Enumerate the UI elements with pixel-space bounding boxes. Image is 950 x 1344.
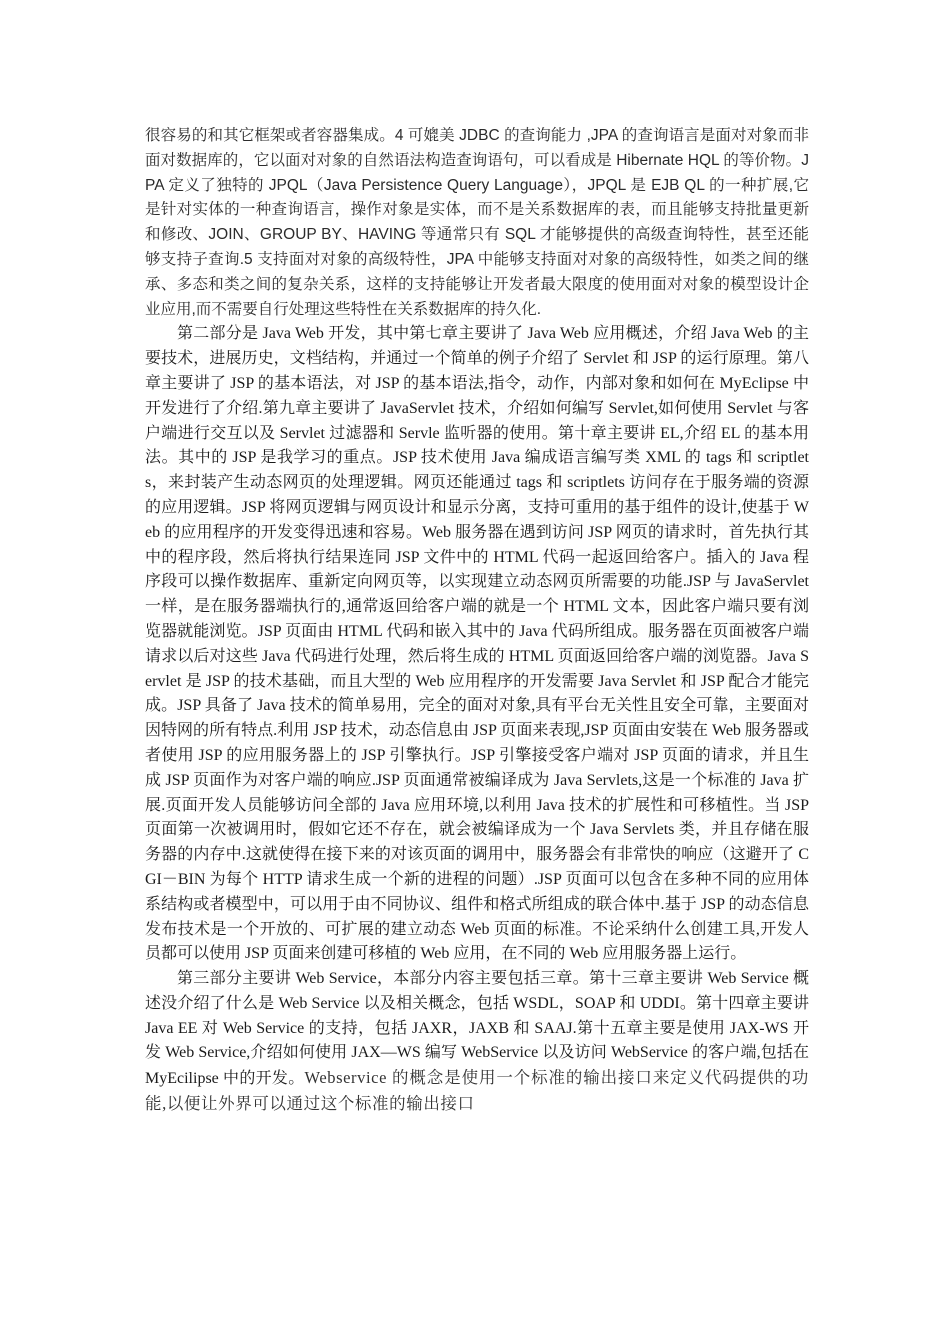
document-body	[145, 124, 809, 1118]
paragraph-web-service	[145, 967, 809, 1118]
paragraph-web-service-tail: Webservice 的概念是使用一个标准的输出接口来定义代码提供的功能,以便让外界可以通过这个标准的输出接口	[145, 1068, 809, 1114]
paragraph-jpa-features: 很容易的和其它框架或者容器集成。4 可媲美 JDBC 的查询能力 ,JPA 的查询语言是面对对象而非面对数据库的，它以面对对象的自然语法构造查询语句，可以看成是 Hibernate HQL 的等价物。JPA 定义了独特的 JPQL（Java Persistence Query Language），JPQL 是 EJB QL 的一种扩展,它是针对实体的一种查询语言，操作对象是实体，而不是关系数据库的表，而且能够支持批量更新和修改、JOIN、GROUP BY、HAVING 等通常只有 SQL 才能够提供的高级查询特性，甚至还能够支持子查询.5 支持面对对象的高级特性，JPA 中能够支持面对对象的高级特性，如类之间的继承、多态和类之间的复杂关系，这样的支持能够让开发者最大限度的使用面对对象的模型设计企业应用,而不需要自行处理这些特性在关系数据库的持久化.	[145, 127, 809, 318]
paragraph-java-web: 第二部分是 Java Web 开发，其中第七章主要讲了 Java Web 应用概述，介绍 Java Web 的主要技术，进展历史，文档结构，并通过一个简单的例子介绍了 Servlet 和 JSP 的运行原理。第八章主要讲了 JSP 的基本语法，对 JSP 的基本语法,指令，动作，内部对象和如何在 MyEclipse 中开发进行了介绍.第九章主要讲了 JavaServlet 技术，介绍如何编写 Servlet,如何使用 Servlet 与客户端进行交互以及 Servlet 过滤器和 Servle 监听器的使用。第十章主要讲 EL,介绍 EL 的基本用法。其中的 JSP 是我学习的重点。JSP 技术使用 Java 编成语言编写类 XML 的 tags 和 scriptlets，来封装产生动态网页的处理逻辑。网页还能通过 tags 和 scriptlets 访问存在于服务端的资源的应用逻辑。JSP 将网页逻辑与网页设计和显示分离，支持可重用的基于组件的设计,使基于 Web 的应用程序的开发变得迅速和容易。Web 服务器在遇到访问 JSP 网页的请求时，首先执行其中的程序段，然后将执行结果连同 JSP 文件中的 HTML 代码一起返回给客户。插入的 Java 程序段可以操作数据库、重新定向网页等，以实现建立动态网页所需要的功能.JSP 与 JavaServlet 一样，是在服务器端执行的,通常返回给客户端的就是一个 HTML 文本，因此客户端只要有浏览器就能浏览。JSP 页面由 HTML 代码和嵌入其中的 Java 代码所组成。服务器在页面被客户端请求以后对这些 Java 代码进行处理，然后将生成的 HTML 页面返回给客户端的浏览器。Java Servlet 是 JSP 的技术基础，而且大型的 Web 应用程序的开发需要 Java Servlet 和 JSP 配合才能完成。JSP 具备了 Java 技术的简单易用，完全的面对对象,具有平台无关性且安全可靠，主要面对因特网的所有特点.利用 JSP 技术，动态信息由 JSP 页面来表现,JSP 页面由安装在 Web 服务器或者使用 JSP 的应用服务器上的 JSP 引擎执行。JSP 引擎接受客户端对 JSP 页面的请求，并且生成 JSP 页面作为对客户端的响应.JSP 页面通常被编译成为 Java Servlets,这是一个标准的 Java 扩展.页面开发人员能够访问全部的 Java 应用环境,以利用 Java 技术的扩展性和可移植性。当 JSP 页面第一次被调用时，假如它还不存在，就会被编译成为一个 Java Servlets 类，并且存储在服务器的内存中.这就使得在接下来的对该页面的调用中，服务器会有非常快的响应（这避开了 CGI－BIN 为每个 HTTP 请求生成一个新的进程的问题）.JSP 页面可以包含在多种不同的应用体系结构或者模型中，可以用于由不同协议、组件和格式所组成的联合体中.基于 JSP 的动态信息发布技术是一个开放的、可扩展的建立动态 Web 页面的标准。不论采纳什么创建工具,开发人员都可以使用 JSP 页面来创建可移植的 Web 应用，在不同的 Web 应用服务器上运行。	[145, 325, 809, 963]
paragraph-web-service-main: 第三部分主要讲 Web Service，本部分内容主要包括三章。第十三章主要讲 Web Service 概述没介绍了什么是 Web Service 以及相关概念，包括 WSDL，SOAP 和 UDDI。第十四章主要讲 Java EE 对 Web Service 的支持，包括 JAXR，JAXB 和 SAAJ.第十五章主要是使用 JAX-WS 开发 Web Service,介绍如何使用 JAX—WS 编写 WebService 以及访问 WebService 的客户端,包括在 MyEcilipse 中的开发。	[145, 970, 809, 1088]
